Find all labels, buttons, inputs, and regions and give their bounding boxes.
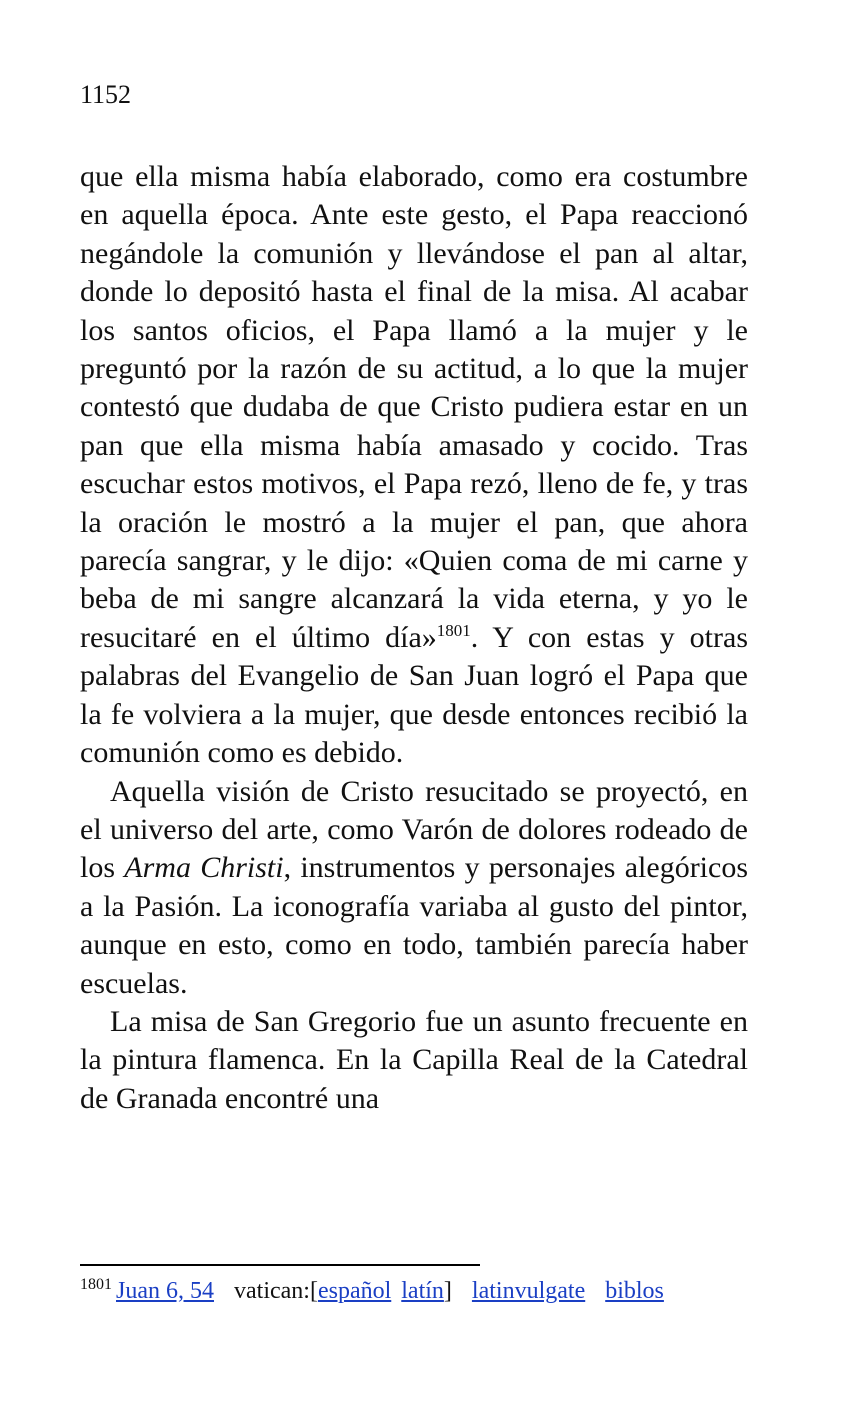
link-espanol[interactable]: español [317,1278,392,1304]
footnote-reference[interactable]: 1801 [436,620,471,640]
paragraph-3: La misa de San Gregorio fue un asunto frecuente en la pintura flamenca. En la Capilla Real de la Catedral de Granada encontré una [80,1004,748,1115]
paragraph-1-text: que ella misma había elaborado, como era costumbre en aquella época. Ante este gesto, el Papa reaccionó negándole la comunión y llevándose el pan al altar, donde lo depositó hasta el final de la misa. Al acabar los santos oficios, el Papa llamó a la mujer y le preguntó por la razón de su actitud, a lo que la mujer contestó que dudaba de que Cristo pudiera estar en un pan que ella misma había amasado y cocido. Tras escuchar estos motivos, el Papa rezó, lleno de fe, y tras la oración le mostró a la mujer el pan, que ahora parecía sangrar, y le dijo: «Quien coma de mi carne y beba de mi sangre alcanzará la vida eterna, y yo le resucitaré en el último día» [80,160,748,654]
link-biblos[interactable]: biblos [605,1278,664,1304]
italic-term: Arma Christi [124,851,284,885]
paragraph-2-text: Aquella visión de Cristo resucitado se proyectó, en el universo del arte, como Varón de dolores rodeado de los [80,774,748,885]
paragraph-1 [80,158,748,773]
paragraph-2-text-continued: , instrumentos y personajes alegóricos a la Pasión. La iconografía variaba al gusto del pintor, aunque en esto, como en todo, también parecía haber escuelas. [80,851,749,1000]
vatican-prefix: vatican:[ [234,1278,318,1304]
body-text [80,158,748,1118]
footnote-divider [80,1264,480,1266]
footnote-number: 1801 [80,1276,112,1293]
paragraph-1-text-continued: . Y con estas y otras palabras del Evangelio de San Juan logró el Papa que la fe volviera a la mujer, que desde entonces recibió la comunión como es debido. [80,620,748,770]
link-latin[interactable]: latín [401,1278,444,1304]
footnote [80,1276,800,1306]
vatican-suffix: ] [443,1278,452,1304]
citation-link[interactable]: Juan 6, 54 [116,1278,214,1304]
page-number: 1152 [80,80,132,109]
link-latinvulgate[interactable]: latinvulgate [471,1278,586,1304]
paragraph-2 [80,773,748,1003]
